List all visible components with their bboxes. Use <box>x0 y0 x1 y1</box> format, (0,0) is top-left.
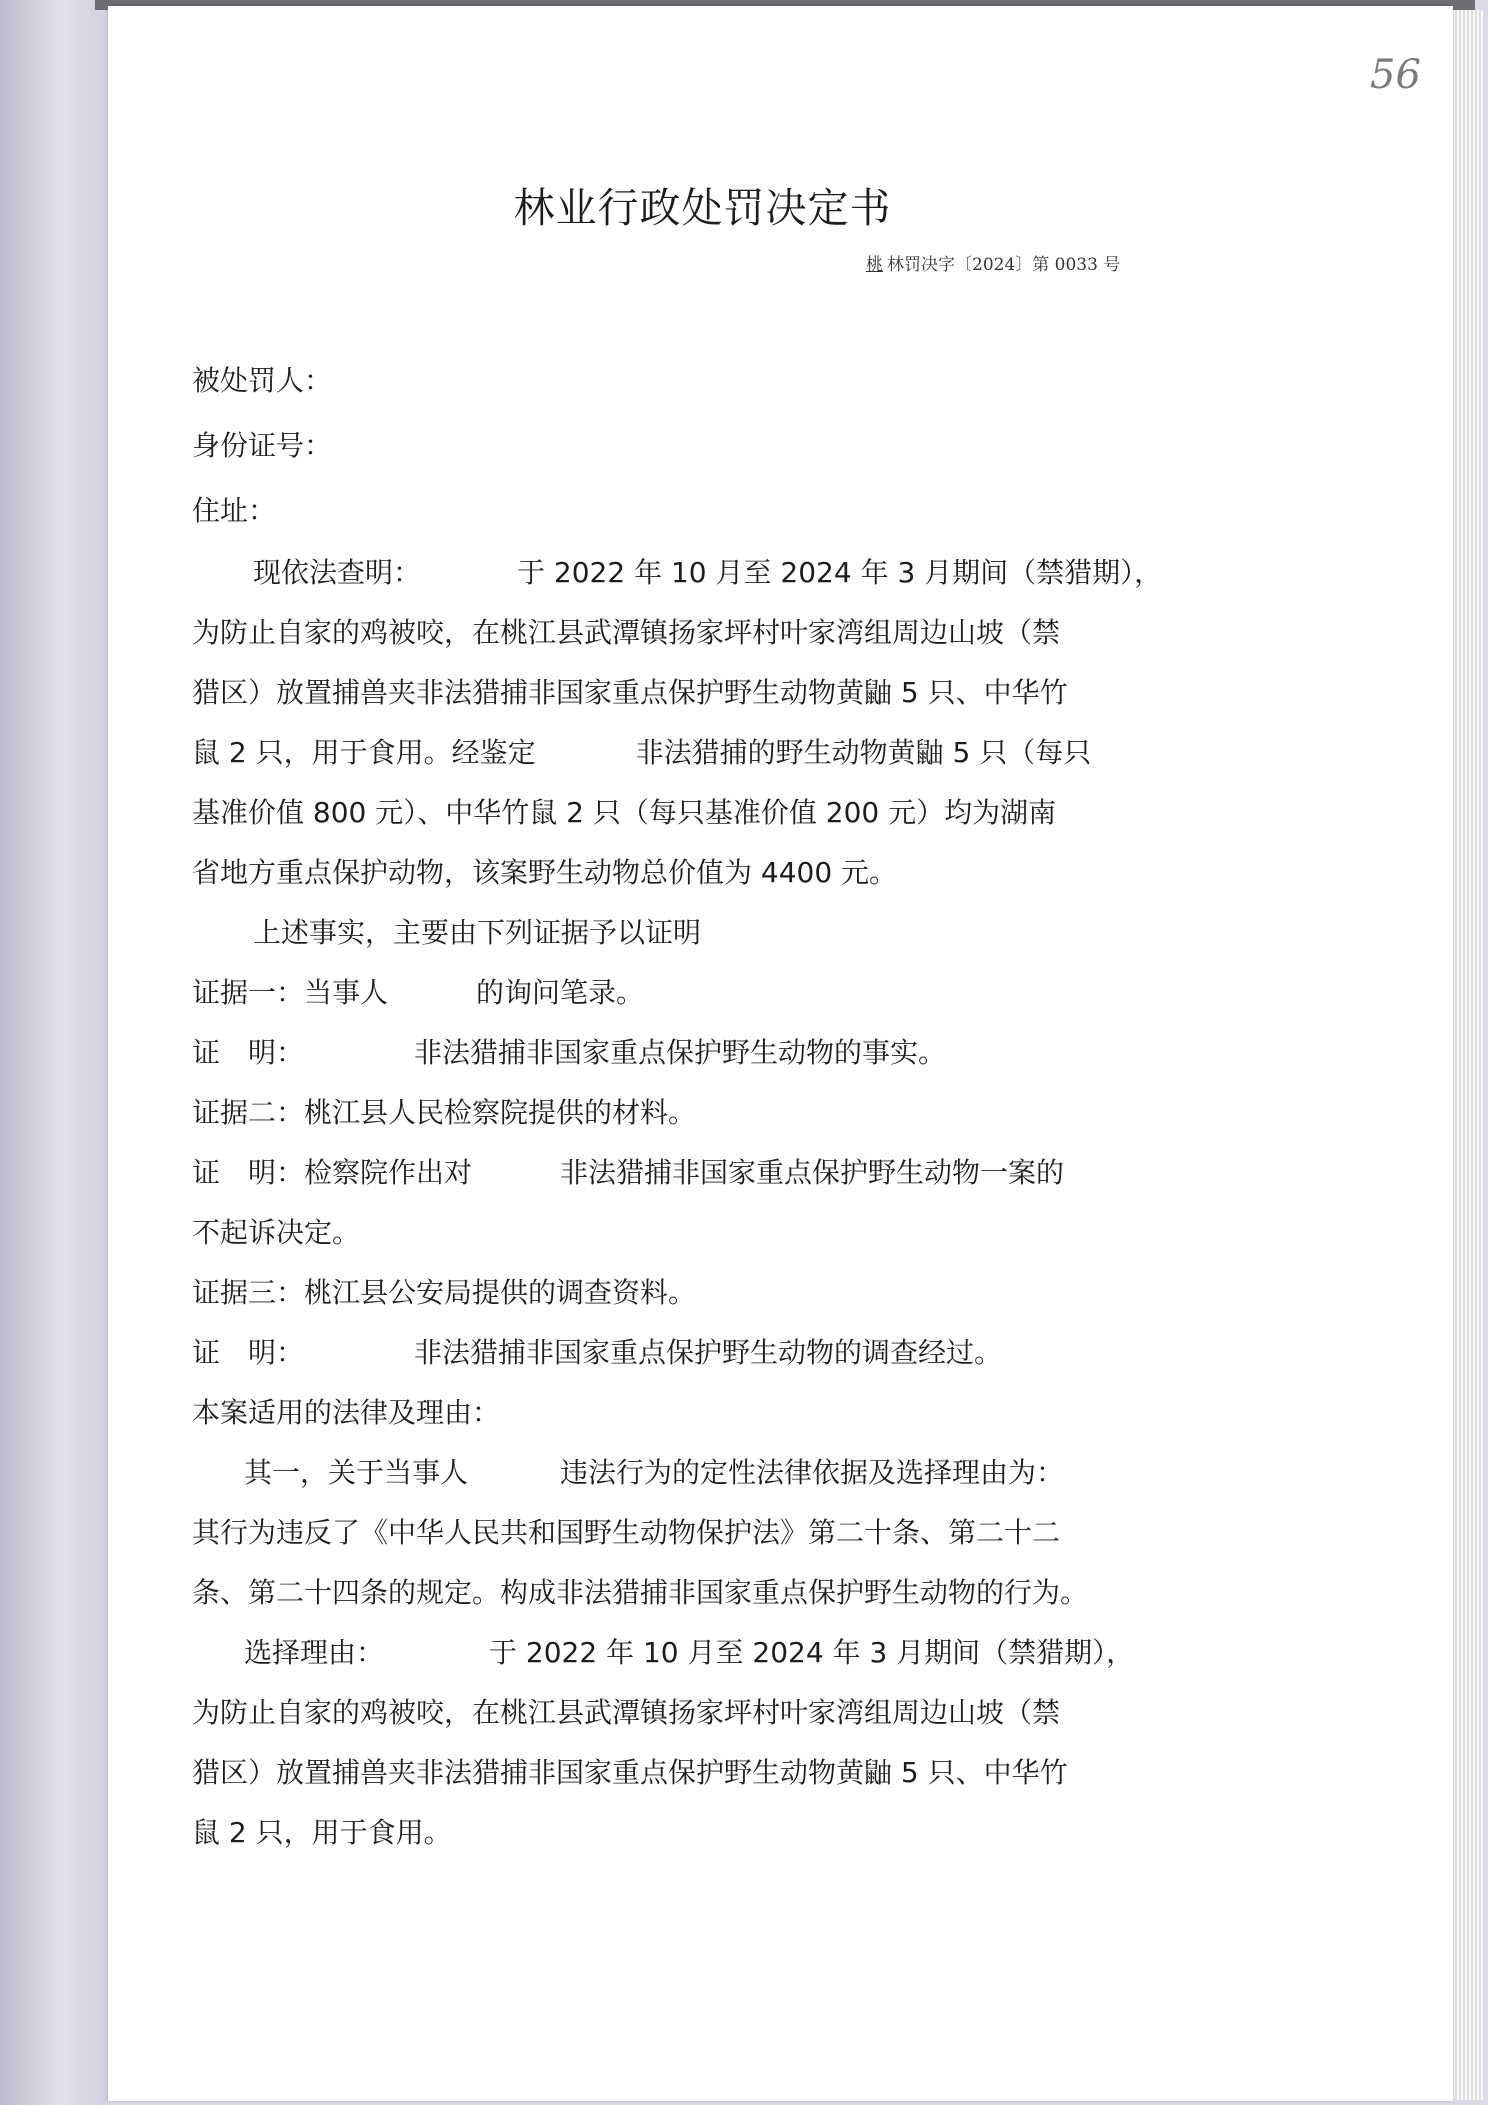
law-line <box>192 1443 1232 1503</box>
evidence-proof <box>192 1023 1232 1083</box>
reason-line: 鼠 2 只，用于食用。 <box>192 1816 452 1849</box>
evidence-item: 证据三：桃江县公安局提供的调查资料。 <box>192 1276 697 1309</box>
document-number <box>866 250 1120 275</box>
fact-line <box>192 723 1232 783</box>
evidence-item: 证据二：桃江县人民检察院提供的材料。 <box>192 1096 697 1129</box>
reason-line: 猎区）放置捕兽夹非法猎捕非国家重点保护野生动物黄鼬 5 只、中华竹 <box>192 1756 1068 1789</box>
proof-label: 证 明： <box>192 1336 305 1369</box>
reason-line <box>192 1623 1232 1683</box>
fact-line-text: 鼠 2 只，用于食用。经鉴定 <box>192 736 536 769</box>
fact-line-text: 现依法查明： <box>253 556 422 589</box>
proof-label: 证 明： <box>192 1036 305 1069</box>
proof-text: 非法猎捕非国家重点保护野生动物一案的 <box>560 1156 1065 1189</box>
evidence-intro: 上述事实，主要由下列证据予以证明 <box>253 916 702 949</box>
evidence-proof <box>192 1323 1232 1383</box>
document-body <box>192 348 1232 1863</box>
evidence-proof <box>192 1143 1232 1203</box>
fact-line-text: 于 2022 年 10 月至 2024 年 3 月期间（禁猎期）， <box>517 556 1163 589</box>
evidence-proof-continuation: 不起诉决定。 <box>192 1216 361 1249</box>
fact-line: 为防止自家的鸡被咬，在桃江县武潭镇扬家坪村叶家湾组周边山坡（禁 <box>192 616 1061 649</box>
document-title: 林业行政处罚决定书 <box>513 184 892 232</box>
fact-line-text: 非法猎捕的野生动物黄鼬 5 只（每只 <box>635 736 1092 769</box>
scan-background-left <box>0 0 108 2105</box>
law-line-text: 其一，关于当事人 <box>244 1456 469 1489</box>
evidence-label: 证据一：当事人 <box>192 976 389 1009</box>
fact-line <box>192 543 1232 603</box>
handwritten-page-number: 56 <box>1370 52 1421 98</box>
fact-line: 猎区）放置捕兽夹非法猎捕非国家重点保护野生动物黄鼬 5 只、中华竹 <box>192 676 1068 709</box>
field-address: 住址： <box>192 494 277 527</box>
law-heading: 本案适用的法律及理由： <box>192 1396 501 1429</box>
stacked-page-edges <box>1453 10 1483 2100</box>
proof-text: 非法猎捕非国家重点保护野生动物的事实。 <box>414 1036 947 1069</box>
fact-line: 省地方重点保护动物，该案野生动物总价值为 4400 元。 <box>192 856 898 889</box>
law-line: 条、第二十四条的规定。构成非法猎捕非国家重点保护野生动物的行为。 <box>192 1576 1089 1609</box>
reason-line: 为防止自家的鸡被咬，在桃江县武潭镇扬家坪村叶家湾组周边山坡（禁 <box>192 1696 1061 1729</box>
evidence-text: 的询问笔录。 <box>476 976 645 1009</box>
field-id-number: 身份证号： <box>192 429 333 462</box>
law-line-text: 违法行为的定性法律依据及选择理由为： <box>560 1456 1065 1489</box>
evidence-item <box>192 963 1232 1023</box>
reason-line-text: 选择理由： <box>244 1636 385 1669</box>
field-penalized-person: 被处罚人： <box>192 364 333 397</box>
document-number-prefix: 桃 <box>866 255 883 275</box>
law-line: 其行为违反了《中华人民共和国野生动物保护法》第二十条、第二十二 <box>192 1516 1061 1549</box>
reason-line-text: 于 2022 年 10 月至 2024 年 3 月期间（禁猎期）， <box>489 1636 1135 1669</box>
proof-label: 证 明：检察院作出对 <box>192 1156 473 1189</box>
fact-line: 基准价值 800 元）、中华竹鼠 2 只（每只基准价值 200 元）均为湖南 <box>192 796 1057 829</box>
document-number-rest: 林罚决字〔2024〕第 0033 号 <box>887 255 1121 275</box>
proof-text: 非法猎捕非国家重点保护野生动物的调查经过。 <box>414 1336 1003 1369</box>
